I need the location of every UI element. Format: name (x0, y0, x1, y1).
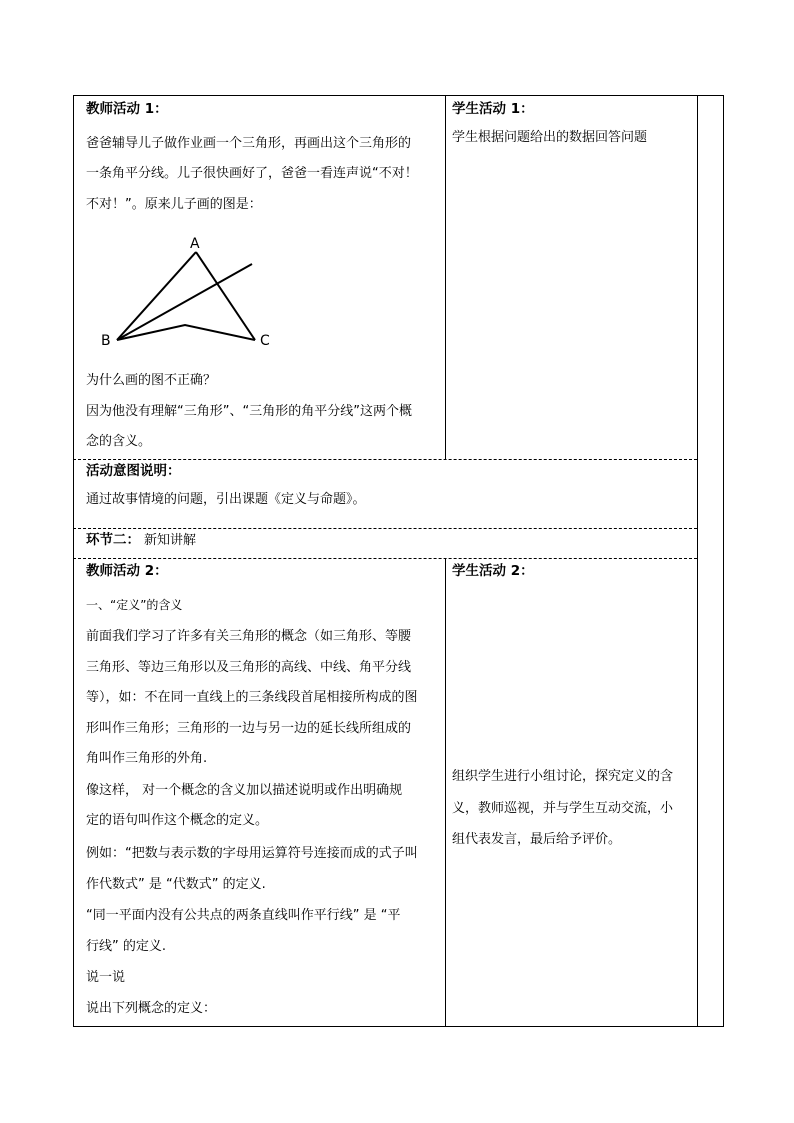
definition-line-1: 前面我们学习了许多有关三角形的概念（如三角形、等腰 (86, 629, 412, 644)
student-activity-2-line-2: 义，教师巡视，并与学生互动交流，小 (452, 801, 674, 816)
teacher-activity-2-heading: 教师活动 2： (86, 563, 168, 579)
story-line-3: 不对！”。原来儿子画的图是： (86, 197, 262, 212)
definition-line-7: 定的语句叫作这个概念的定义。 (86, 813, 269, 828)
definition-line-12: 说一说 (86, 970, 126, 985)
definition-line-11: 行线” 的定义. (86, 939, 166, 954)
row-divider-3 (73, 558, 697, 559)
triangle-figure (95, 230, 285, 355)
activity-intent-text: 通过故事情境的问题，引出课题《定义与命题》。 (86, 492, 366, 507)
row-divider-2 (73, 528, 697, 529)
definition-subheading: 一、“定义”的含义 (86, 598, 183, 612)
row-divider-1 (73, 459, 697, 460)
table-bottom-border (73, 1026, 723, 1027)
table-left-border (73, 95, 74, 1027)
stage-title: 新知讲解 (144, 533, 197, 548)
definition-line-3: 等），如：不在同一直线上的三条线段首尾相接所构成的图 (86, 690, 418, 705)
vertex-label-c: C (260, 333, 270, 349)
stage-row (86, 532, 196, 549)
table-top-border (73, 95, 723, 96)
why-question: 为什么画的图不正确？ (86, 373, 217, 388)
stage-heading: 环节二： (86, 532, 140, 548)
right-margin-column-divider (697, 95, 698, 1027)
vertex-label-b: B (101, 333, 111, 349)
table-right-border (723, 95, 724, 1027)
student-activity-2-line-1: 组织学生进行小组讨论，探究定义的含 (452, 769, 674, 784)
column-divider-2 (445, 558, 446, 1027)
column-divider-1 (445, 95, 446, 459)
definition-line-2: 三角形、等边三角形以及三角形的高线、中线、角平分线 (86, 660, 412, 675)
activity-intent-heading: 活动意图说明： (86, 463, 181, 479)
student-activity-1-text: 学生根据问题给出的数据回答问题 (452, 130, 648, 145)
wrong-bisector-line (117, 264, 252, 340)
vertex-label-a: A (190, 236, 200, 252)
definition-line-6: 像这样， 对一个概念的含义加以描述说明或作出明确规 (86, 783, 403, 798)
definition-line-9: 作代数式” 是 “代数式” 的定义. (86, 877, 266, 892)
story-line-1: 爸爸辅导儿子做作业画一个三角形，再画出这个三角形的 (86, 136, 412, 151)
definition-line-10: “同一平面内没有公共点的两条直线叫作平行线” 是 “平 (86, 908, 401, 923)
definition-line-13: 说出下列概念的定义： (86, 1001, 217, 1016)
answer-line-1: 因为他没有理解“三角形”、“三角形的角平分线”这两个概 (86, 404, 412, 419)
definition-line-8: 例如：“把数与表示数的字母用运算符号连接而成的式子叫 (86, 846, 418, 861)
answer-line-2: 念的含义。 (86, 434, 152, 449)
definition-line-5: 角叫作三角形的外角. (86, 751, 208, 766)
student-activity-1-heading: 学生活动 1： (452, 101, 534, 117)
student-activity-2-line-3: 组代表发言，最后给予评价。 (452, 832, 622, 847)
triangle-side-ba (117, 252, 196, 340)
definition-line-4: 形叫作三角形；三角形的一边与另一边的延长线所组成的 (86, 721, 412, 736)
triangle-side-ac (196, 252, 255, 340)
story-line-2: 一条角平分线。儿子很快画好了，爸爸一看连声说“不对！ (86, 166, 418, 181)
teacher-activity-1-heading: 教师活动 1： (86, 101, 168, 117)
student-activity-2-heading: 学生活动 2： (452, 563, 534, 579)
